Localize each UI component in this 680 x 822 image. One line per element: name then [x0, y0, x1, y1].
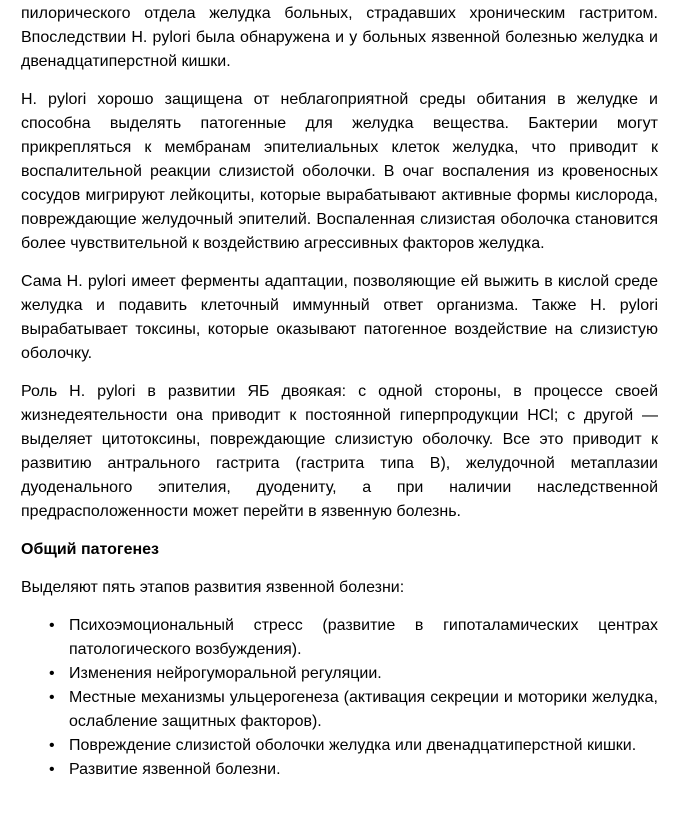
list-item-text: Психоэмоциональный стресс (развитие в гипоталамических центрах патологического возбуждения).	[69, 617, 658, 658]
bullet-icon: •	[49, 737, 55, 754]
list-item	[21, 614, 658, 662]
list-item	[21, 662, 658, 686]
bullet-icon: •	[49, 761, 55, 778]
paragraph-h-pylori-role: Роль H. pylori в развитии ЯБ двоякая: с одной стороны, в процессе своей жизнедеятельности она приводит к постоянной гиперпродукции HCl; с другой — выделяет цитотоксины, повреждающие слизистую оболочку. Все это приводит к развитию антрального гастрита (гастрита типа В), желудочной метаплазии дуоденального эпителия, дуодениту, а при наличии наследственной предрасположенности может перейти в язвенную болезнь.	[21, 383, 658, 520]
document-page	[0, 2, 680, 822]
list-item-text: Повреждение слизистой оболочки желудка или двенадцатиперстной кишки.	[69, 737, 637, 754]
list-item-text: Местные механизмы ульцерогенеза (активация секреции и моторики желудка, ослабление защитных факторов).	[69, 689, 658, 730]
section-heading: Общий патогенез	[21, 541, 159, 558]
paragraph-h-pylori-enzymes: Сама H. pylori имеет ферменты адаптации, позволяющие ей выжить в кислой среде желудка и подавить клеточный иммунный ответ организма. Также H. pylori вырабатывает токсины, которые оказывают патогенное воздействие на слизистую оболочку.	[21, 273, 658, 362]
list-item-text: Изменения нейрогуморальной регуляции.	[69, 665, 382, 682]
stages-list	[21, 614, 658, 782]
list-item-text: Развитие язвенной болезни.	[69, 761, 281, 778]
list-item	[21, 734, 658, 758]
list-item	[21, 686, 658, 734]
paragraph-h-pylori-protection: H. pylori хорошо защищена от неблагоприятной среды обитания в желудке и способна выделять патогенные для желудка вещества. Бактерии могут прикрепляться к мембранам эпителиальных клеток желудка, что приводит к воспалительной реакции слизистой оболочки. В очаг воспаления из кровеносных сосудов мигрируют лейкоциты, которые вырабатывают активные формы кислорода, повреждающие желудочный эпителий. Воспаленная слизистая оболочка становится более чувствительной к воздействию агрессивных факторов желудка.	[21, 91, 658, 252]
list-item	[21, 758, 658, 782]
section-intro: Выделяют пять этапов развития язвенной болезни:	[21, 579, 405, 596]
bullet-icon: •	[49, 665, 55, 682]
paragraph-continuation: пилорического отдела желудка больных, страдавших хроническим гастритом. Впоследствии H. pylori была обнаружена и у больных язвенной болезнью желудка и двенадцатиперстной кишки.	[21, 5, 658, 70]
bullet-icon: •	[49, 689, 55, 706]
bullet-icon: •	[49, 617, 55, 634]
